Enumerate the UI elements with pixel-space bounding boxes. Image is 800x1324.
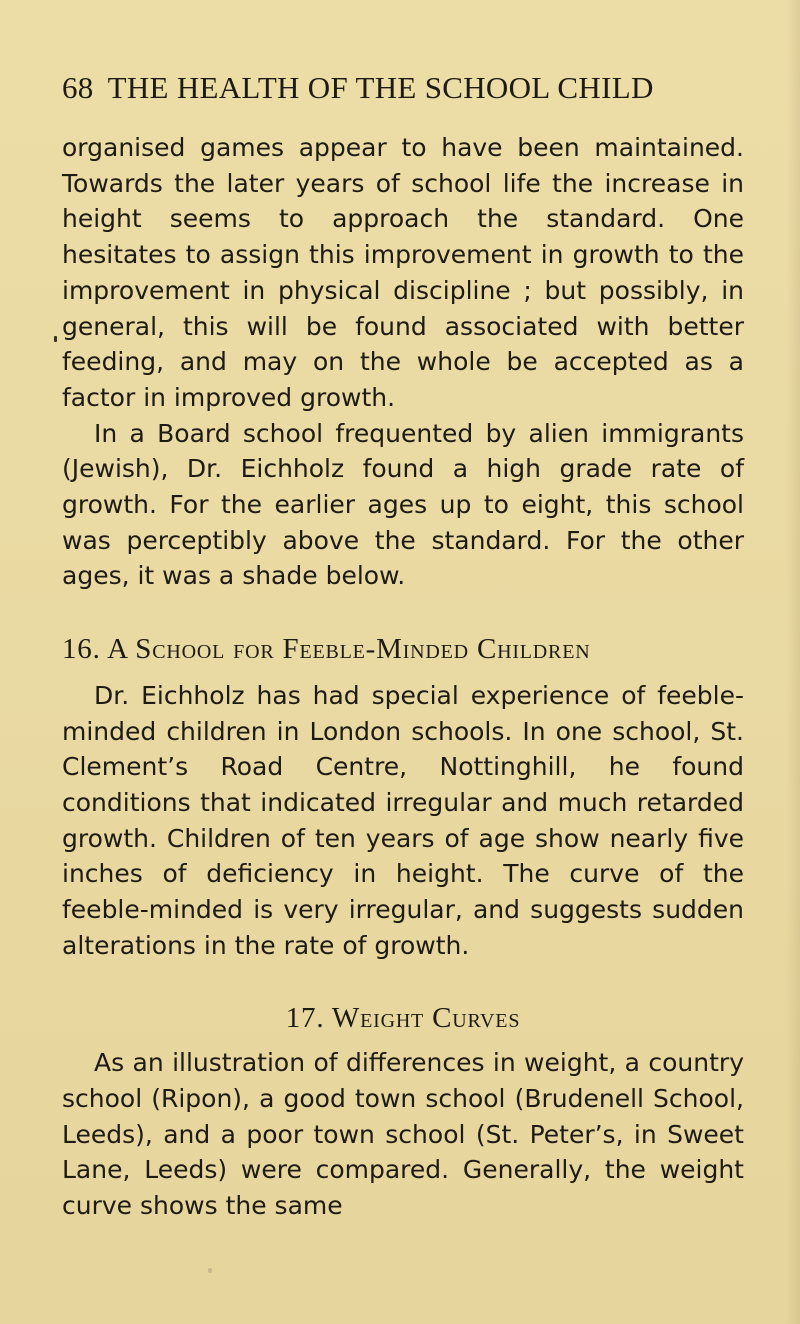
page-body bbox=[62, 130, 744, 1224]
paragraph-feeble-minded: Dr. Eichholz has had special experience of feeble-minded children in London schools. In one school, St. Clement’s Road Centre, Nottinghill, he found conditions that indicated irregular and much retarded growth. Children of ten years of age show nearly five inches of deficiency in height. The curve of the feeble-minded is very irregular, and suggests sudden alterations in the rate of growth. bbox=[62, 680, 744, 960]
margin-mark bbox=[54, 336, 57, 342]
paragraph-board-school: In a Board school frequented by alien immigrants (Jewish), Dr. Eichholz found a high grade rate of growth. For the earlier ages up to eight, this school was perceptibly above the standard. For the other ages, it was a shade below. bbox=[62, 418, 744, 591]
section-heading-17: 17. Weight Curves bbox=[285, 1002, 521, 1035]
running-header bbox=[62, 70, 752, 106]
section-heading-16: 16. A School for Feeble-Minded Children bbox=[62, 633, 591, 666]
running-title: THE HEALTH OF THE SCHOOL CHILD bbox=[107, 70, 654, 105]
page-number: 68 bbox=[62, 70, 94, 105]
paper-speck bbox=[208, 1268, 212, 1273]
paragraph-growth-improvement: organised games appear to have been maintained. Towards the later years of school life the increase in height seems to approach the standard. One hesitates to assign this improvement in growth to the improvement in physical discipline ; but possibly, in general, this will be found associated with better feeding, and may on the whole be accepted as a factor in improved growth. bbox=[62, 133, 744, 412]
paragraph-weight-curves: As an illustration of differences in weight, a country school (Ripon), a good town school (Brudenell School, Leeds), and a poor town school (St. Peter’s, in Sweet Lane, Leeds) were compared. Generally, the weight curve shows the same bbox=[62, 1048, 744, 1220]
